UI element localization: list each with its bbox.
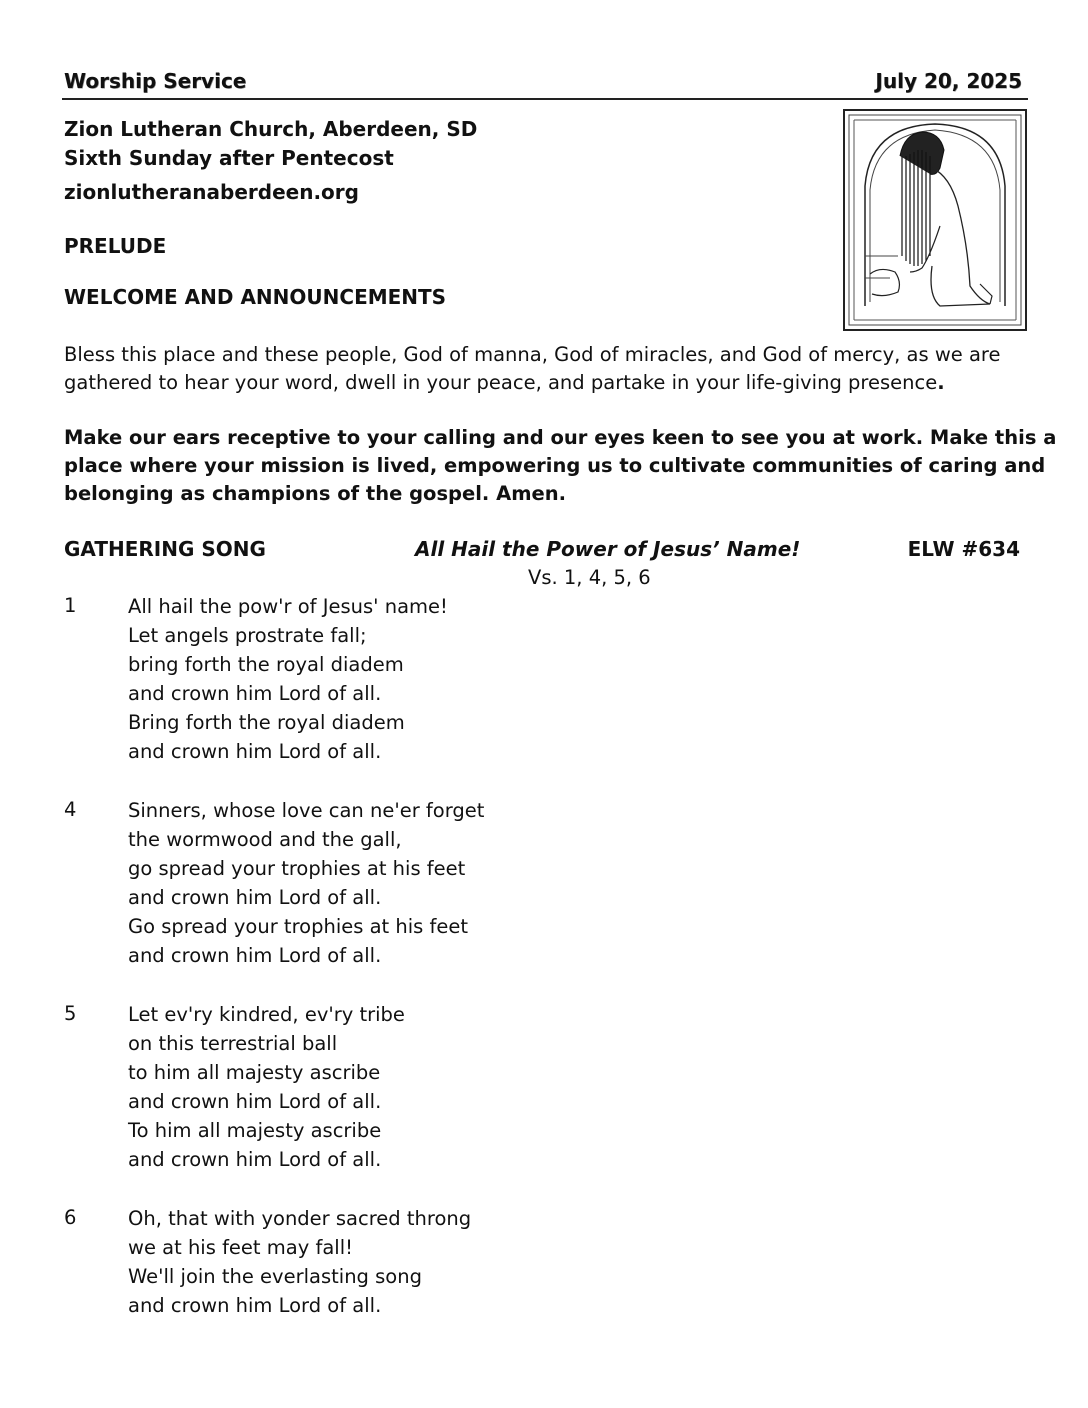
verses-note: Vs. 1, 4, 5, 6	[528, 566, 651, 589]
verse-line: and crown him Lord of all.	[128, 1090, 382, 1113]
verse-line: and crown him Lord of all.	[128, 1294, 382, 1317]
verse-line: go spread your trophies at his feet	[128, 857, 466, 880]
verse-line: Oh, that with yonder sacred throng	[128, 1207, 472, 1230]
verse-line: Sinners, whose love can ne'er forget	[128, 799, 485, 822]
prayer-line: Bless this place and these people, God of manna, God of miracles, and God of mercy, as we are	[64, 343, 1001, 366]
header-title: Worship Service	[64, 69, 247, 93]
verse-number: 1	[64, 594, 77, 617]
verse-line: Let ev'ry kindred, ev'ry tribe	[128, 1003, 405, 1026]
prayer-line: gathered to hear your word, dwell in your peace, and partake in your life-giving presence.	[64, 371, 945, 394]
welcome-heading: WELCOME AND ANNOUNCEMENTS	[64, 285, 447, 309]
verse-line: Go spread your trophies at his feet	[128, 915, 469, 938]
verse-line: Bring forth the royal diadem	[128, 711, 405, 734]
verse-line: and crown him Lord of all.	[128, 682, 382, 705]
gathering-song-label: GATHERING SONG	[64, 537, 266, 561]
liturgical-day: Sixth Sunday after Pentecost	[64, 146, 394, 170]
verse-line: All hail the pow'r of Jesus' name!	[128, 595, 448, 618]
verse-number: 6	[64, 1206, 77, 1229]
congregation-response	[64, 424, 1057, 508]
verse-line: and crown him Lord of all.	[128, 740, 382, 763]
verse-line: To him all majesty ascribe	[128, 1119, 382, 1142]
response-line: Make our ears receptive to your calling and our eyes keen to see you at work. Make this a	[64, 426, 1057, 449]
header-rule	[62, 98, 1028, 100]
hymn-title: All Hail the Power of Jesus’ Name!	[415, 537, 801, 561]
verse-line: we at his feet may fall!	[128, 1236, 353, 1259]
verse-line: We'll join the everlasting song	[128, 1265, 422, 1288]
response-line: belonging as champions of the gospel. Amen.	[64, 482, 567, 505]
verse-line: Let angels prostrate fall;	[128, 624, 367, 647]
verse-5	[128, 1000, 405, 1174]
verse-line: and crown him Lord of all.	[128, 944, 382, 967]
verse-line: to him all majesty ascribe	[128, 1061, 381, 1084]
church-name: Zion Lutheran Church, Aberdeen, SD	[64, 117, 478, 141]
verse-line: and crown him Lord of all.	[128, 886, 382, 909]
verse-6	[128, 1204, 471, 1320]
header-date: July 20, 2025	[875, 69, 1022, 93]
church-website: zionlutheranaberdeen.org	[64, 180, 359, 204]
verse-1	[128, 592, 448, 766]
verse-number: 4	[64, 798, 77, 821]
verse-number: 5	[64, 1002, 77, 1025]
opening-prayer	[64, 341, 1034, 397]
verse-4	[128, 796, 484, 970]
prelude-heading: PRELUDE	[64, 234, 167, 258]
foot-washing-illustration	[840, 106, 1030, 334]
response-line: place where your mission is lived, empowering us to cultivate communities of caring and	[64, 454, 1046, 477]
hymn-number: ELW #634	[907, 537, 1020, 561]
verse-line: the wormwood and the gall,	[128, 828, 402, 851]
verse-line: bring forth the royal diadem	[128, 653, 404, 676]
verse-line: on this terrestrial ball	[128, 1032, 338, 1055]
verse-line: and crown him Lord of all.	[128, 1148, 382, 1171]
